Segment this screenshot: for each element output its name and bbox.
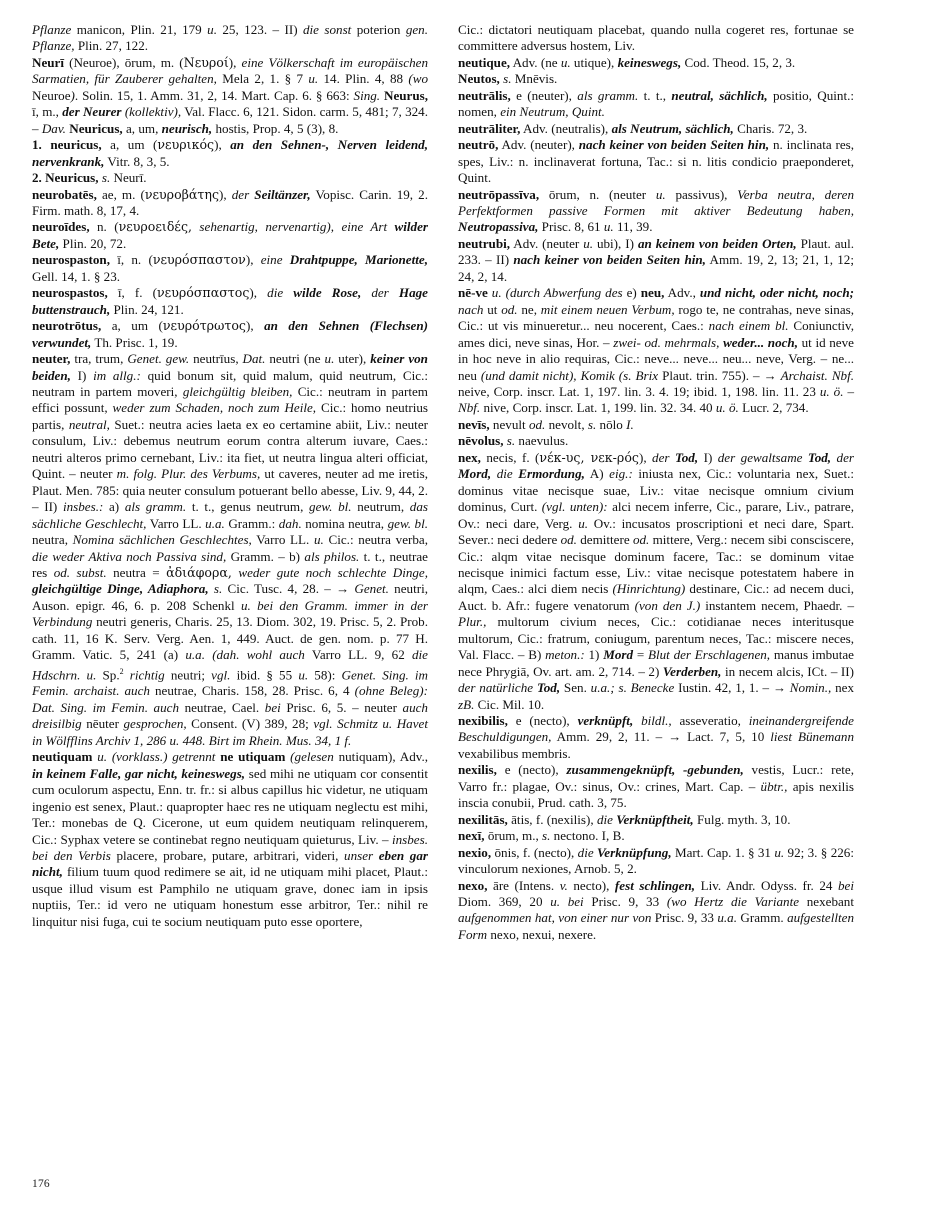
page-columns <box>32 22 904 943</box>
dictionary-entry: Cic.: dictatori neutiquam placebat, quando nulla cogeret res, fortunae se committere adversus hostem, Liv. <box>458 22 854 54</box>
dictionary-entry: nexibilis, e (necto), verknüpft, bildl., asseveratio, ineinander​greifende Beschuldigungen, Amm. 29, 2, 11. – → Lact. 7, 5, 10 liest Bünemann vexabilibus membris. <box>458 713 854 761</box>
dictionary-entry: nexo, āre (Intens. v. necto), fest schlingen, Liv. Andr. Odyss. fr. 24 bei Diom. 369, 20 u. bei Prisc. 9, 33 (wo Hertz die Va​riante nexebant aufgenommen hat, von einer nur von Prisc. 9, 33 u.a. Gramm. aufgestellten Form nexo, nexui, nexere. <box>458 877 854 942</box>
dictionary-entry: 2. Neuricus, s. Neurī. <box>32 170 147 186</box>
left-column <box>32 22 428 943</box>
dictionary-entry: neurobatēs, ae, m. (νευροβάτης), der Seiltänzer, Vopisc. Carin. 19, 2. Firm. math. 8, 17, 4. <box>32 186 428 218</box>
dictionary-entry: neutrō, Adv. (neuter), nach keiner von beiden Seiten hin, n. inclinata res, spes, Liv.: n. inclinaverat fortuna, Tac.: si n. litis condicio praeponderet, Quint. <box>458 137 855 186</box>
dictionary-entry: nē-ve u. (durch Abwerfung des e) neu, Adv., und nicht, oder nicht, noch; nach ut od. ne, mit einem neuen Verbum, rogo te, ne contrahas, neve sinas, Cic.: ut vis minueretur... neu no​cerent, Caes.: nach einem bl. Coniunctiv, ames dici, neve sinas, Hor. – zwei- od. mehrmals, weder... noch, ut id neve in hoc neve in alio requiras, Cic.: neve... neve... neu... neve, Verg. – ne... neu (und damit nicht), Komik (s. Brix Plaut. trin. 755). – → Archaist. Nbf. neive, Corp. inscr. Lat. 1, 197. lin. 3. 4. 19; ibid. 1, 198. lin. 11. 23 u. ö. – Nbf. nive, Corp. inscr. Lat. 1, 199. lin. 32. 34. 40 u. ö. Lucr. 2, 734. <box>458 285 855 416</box>
dictionary-entry: nevīs, nevult od. nevolt, s. nōlo I. <box>458 416 634 432</box>
page-number: 176 <box>32 1178 50 1190</box>
dictionary-entry: neurotrōtus, a, um (νευρότρωτος), an den Sehnen (Flechsen) verwundet, Th. Prisc. 1, 19. <box>32 318 428 350</box>
dictionary-entry: nēvolus, s. naevulus. <box>458 433 569 449</box>
dictionary-entry: neutrubi, Adv. (neuter u. ubi), I) an keinem von beiden Orten, Plaut. aul. 233. – II) nach keiner von beiden Seiten hin, Amm. 19, 2, 13; 21, 1, 12; 24, 2, 14. <box>458 235 854 284</box>
dictionary-entry: nexilitās, ātis, f. (nexilis), die Verknüpftheit, Fulg. myth. 3, 10. <box>458 811 791 827</box>
dictionary-entry: neutrōpassīva, ōrum, n. (neuter u. passivus), Verba neutra, deren Perfektformen passive Formen mit aktiver Bedeutung haben, Neutropassiva, Prisc. 8, 61 u. 11, 39. <box>458 186 854 235</box>
dictionary-entry: neutrāliter, Adv. (neutralis), als Neutrum, sächlich, Charis. 72, 3. <box>458 120 808 136</box>
dictionary-entry: neutrālis, e (neuter), als gramm. t. t., neutral, sächlich, positio, Quint.: nomen, ein Neutrum, Quint. <box>458 87 854 120</box>
dictionary-entry: neurospaston, ī, n. (νευρόσπαστον), eine Drahtpuppe, Mario​nette, Gell. 14, 1. § 23. <box>32 252 428 284</box>
dictionary-entry: neurospastos, ī, f. (νευρόσπαστος), die wilde Rose, der Hage​buttenstrauch, Plin. 24, 121. <box>32 285 428 317</box>
dictionary-entry: nexilis, e (necto), zusammengeknüpft, -gebunden, vestis, Lucr.: rete, Varro fr.: plagae, Ov.: sinus, Ov.: crines, Mart. Cap. – übtr., apis nexilis inscia conubii, Prud. cath. 3, 75. <box>458 762 854 811</box>
dictionary-entry: neutiquam u. (vorklass.) getrennt ne utiquam (gelesen nu​tiquam), Adv., in keinem Falle, gar nicht, keineswegs, sed mihi ne utiquam cor consentit cum oculorum aspectu, Enn. tr. fr.: si albus capillus hic videtur, ne utiquam ingenio est senex, Plaut.: quapropter haec res ne utiquam neglectu est mihi, Ter.: monebas de Q. Cicerone, ut eum quidem neutiquam relinque​rem, Cic.: Syphax vetere se continebat regno neutiquam quie​turus, Liv. – insbes. bei den Verbis placere, probare, putare, arbitrari, videri, unser eben gar nicht, filium tuum quod redi​mere se ait, id ne utiquam mihi placet, Plaut.: usque illud visum est Pamphilo ne utiquam grave, donec iam in ipsis nuptiis, Ter.: id vero ne utiquam honestum esse arbitror, Ter.: nihil re​linquitur nisi fuga, cui te socium neutiquam puto esse oportere, <box>32 749 428 929</box>
dictionary-entry: nex, necis, f. (νέκ-υς, νεκ-ρός), der Tod, I) der gewaltsame Tod, der Mord, die Ermordung, A) eig.: iniusta nex, Cic.: voluntaria nex, Suet.: dominus vitae necisque suae, Liv.: vitae necisque omnium civium dominus, Curt. (vgl. unten): alci ne​cem inferre, Cic., parare, Liv., patrare, Ov.: neci dare, Verg. u. Ov.: incusatos proscriptioni et neci dare, Spart. Sever.: neci dedere od. demittere od. mittere, Verg.: necem sibi consciscere, Cic.: alqm vitae necisque dominum facere, Tac.: se dominum vitae necisque inimici factum esse, Liv.: vitae necisque potesta​tem habere in alqm, Caes.: alci diem necis (Hinrichtung) desti​nare, Cic.: ad necem duci, Auct. b. Afr.: fugere venatorum (von den J.) instantem necem, Phaedr. – Plur., multorum civium neces, Cic.: cotidianae neces interitusque multorum, Cic.: fra​trum, coniugum, parentum neces, Tac.: miscere neces, Val. Flacc. – B) meton.: 1) Mord = Blut der Erschlagenen, manus imbutae nece Phrygiā, Ov. art. am. 2, 714. – 2) Verderben, in necem alcis, ICt. – II) der natürliche Tod, Sen. u.a.; s. Benecke Iustin. 42, 1, 1. – → Nomin., nex zB. Cic. Mil. 10. <box>458 449 855 712</box>
dictionary-entry: neuroīdes, n. (νευροειδές, sehenartig, nervenartig), eine Art wilder Bete, Plin. 20, 72. <box>32 219 428 251</box>
dictionary-entry: neutique, Adv. (ne u. utique), keineswegs, Cod. Theod. 15, 2, 3. <box>458 54 796 70</box>
dictionary-entry: 1. neuricus, a, um (νευρικός), an den Sehnen-, Nerven leidend, nervenkrank, Vitr. 8, 3, 5. <box>32 137 428 169</box>
right-column <box>458 22 854 943</box>
dictionary-entry: nexio, ōnis, f. (necto), die Verknüpfung, Mart. Cap. 1. § 31 u. 92; 3. § 226: vinculorum nexiones, Arnob. 5, 2. <box>458 844 854 877</box>
dictionary-entry: nexī, ōrum, m., s. nectono. I, B. <box>458 828 625 844</box>
dictionary-entry: Neurī (Neuroe), ōrum, m. (Νευροί), eine Völkerschaft im euro​päischen Sarmatien, für Zauberer gehalten, Mela 2, 1. § 7 u. 14. Plin. 4, 88 (wo Neuroe). Solin. 15, 1. Amm. 31, 2, 14. Mart. Cap. 6. § 663: Sing. Neurus, ī, m., der Neurer (kollektiv), Val. Flacc. 6, 121. Sidon. carm. 5, 481; 7, 324. – Dav. Neuri​cus, a, um, neurisch, hostis, Prop. 4, 5 (3), 8. <box>32 54 428 136</box>
dictionary-entry: Neutos, s. Mnēvis. <box>458 71 558 87</box>
dictionary-entry: neuter, tra, trum, Genet. gew. neutrīus, Dat. neutri (ne u. uter), keiner von beiden, I) im allg.: quid bonum sit, quid malum, quid neutrum, Cic.: neutram in partem moveri, gleichgültig bleiben, Cic.: neutram in partem effici possunt, weder zum Schaden, noch zum Heile, Cic.: homo neutrius partis, neutral, Suet.: neutra acies laeta ex eo certamine abiit, Liv.: neuter consulum, Liv.: debemus neutrum eorum contra alterum iuvare, Caes.: neutri alteros primo cernebant, Liv.: ita fiet, ut neutra lingua alteri officiat, Quint. – neuter m. folg. Plur. des Verbums, ut caveres, neuter ad me iretis, Plaut. Men. 785: quia neuter consulum potuerant bello abesse, Liv. 9, 44, 2. – II) insbes.: a) als gramm. t. t., genus neutrum, gew. bl. neutrum, das sächliche Geschlecht, Varro LL. u.a. Gramm.: dah. nomina neutra, gew. bl. neutra, Nomina sächlichen Geschlechtes, Varro LL. u. Cic.: neutra verba, die weder Aktiva noch Passiva sind, Gramm. – b) als philos. t. t., neutrae res od. subst. neutra = ἀδιάφορα, weder gute noch schlechte Dinge, gleichgültige Dinge, Adiaphora, s. Cic. Tusc. 4, 28. – → Genet. neutri, Auson. epigr. 46, 6. p. 208 Schenkl u. bei den Gramm. immer in der Verbindung neutri generis, Charis. 25, 13. Diom. 302, 19. Prisc. 5, 2. Prob. cath. 11, 16 K. Serv. Verg. Aen. 1, 449. Auct. de gen. nom. p. 77 H. Gramm. Vatic. 5, 241 (a) u.a. (dah. wohl auch Varro LL. 9, 62 die Hdschrn. u. Sp.$^2$ richtig neutri; vgl. ibid. § 55 u. 58): Genet. Sing. im Femin. archaist. auch neutrae, Charis. 158, 28. Prisc. 6, 4 (ohne Beleg): Dat. Sing. im Femin. auch neutrae, Cael. bei Prisc. 6, 5. – neuter auch dreisilbig nēuter gesprochen, Consent. (V) 389, 28; vgl. Schmitz u. Havet in Wölfflins Archiv 1, 286 u. 448. Birt im Rhein. Mus. 34, 1 f. <box>32 351 429 748</box>
dictionary-entry: Pflanze manicon, Plin. 21, 179 u. 25, 123. – II) die sonst pote​rion gen. Pflanze, Plin. 27, 122. <box>32 22 428 54</box>
